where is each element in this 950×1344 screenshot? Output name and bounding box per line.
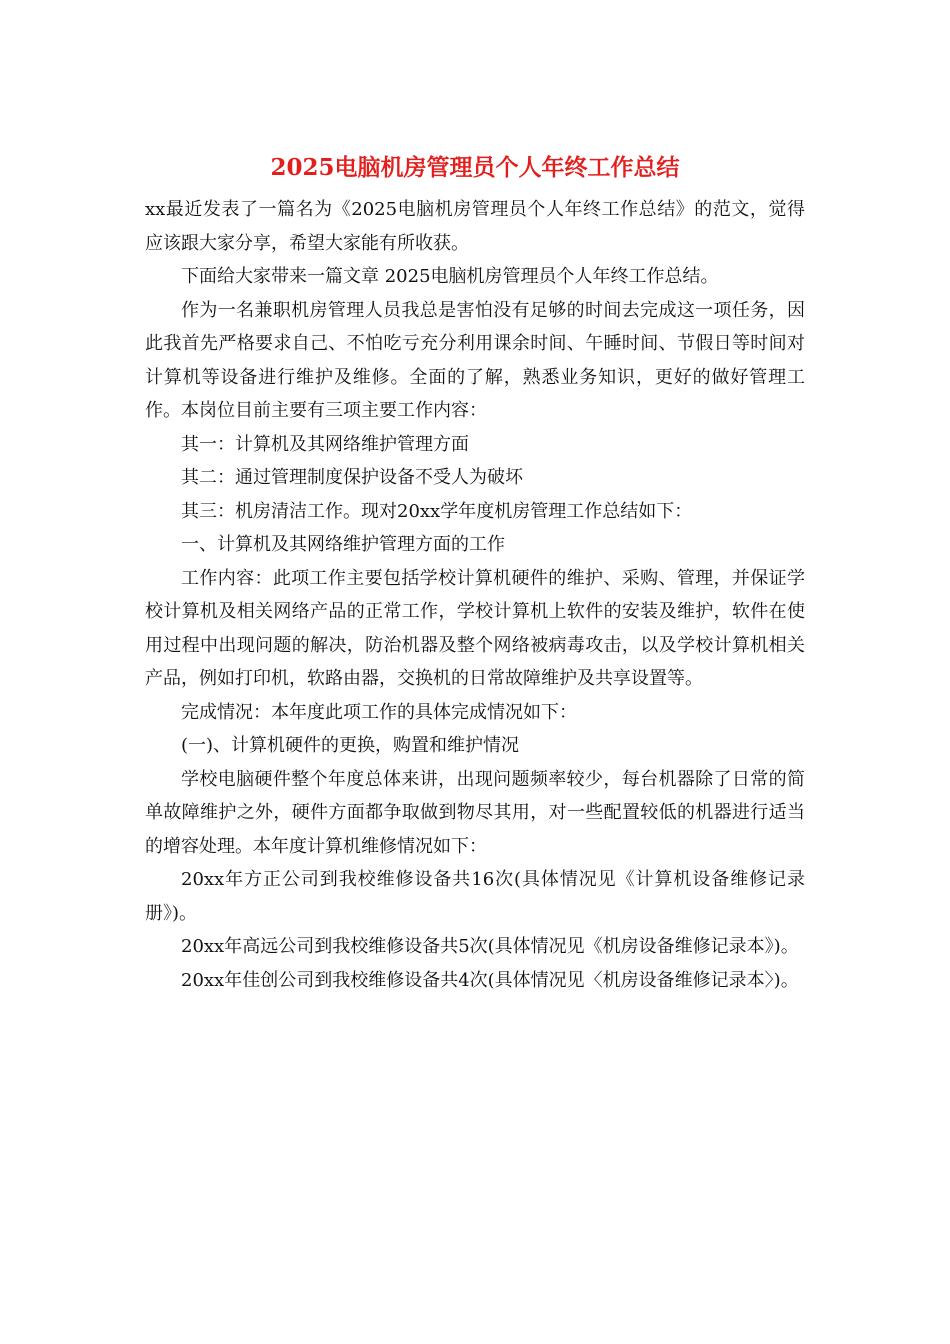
paragraph-12: 20xx年方正公司到我校维修设备共16次(具体情况见《计算机设备维修记录册》)。 [145, 869, 805, 924]
paragraph-7: 一、计算机及其网络维护管理方面的工作 [181, 534, 505, 555]
paragraph-2: 下面给大家带来一篇文章 2025电脑机房管理员个人年终工作总结。 [181, 266, 719, 287]
paragraph-6: 其三：机房清洁工作。现对20xx学年度机房管理工作总结如下： [181, 500, 693, 522]
paragraph-3: 作为一名兼职机房管理人员我总是害怕没有足够的时间去完成这一项任务，因此我首先严格要求自己、不怕吃亏充分利用课余时间、午睡时间、节假日等时间对计算机等设备进行维护及维修。全面的了解，熟悉业务知识，更好的做好管理工作。本岗位目前主要有三项主要工作内容： [145, 299, 805, 421]
paragraph-10: (一)、计算机硬件的更换，购置和维护情况 [181, 735, 520, 756]
paragraph-5: 其二：通过管理制度保护设备不受人为破坏 [181, 467, 523, 488]
paragraph-4: 其一：计算机及其网络维护管理方面 [181, 433, 469, 455]
paragraph-1: xx最近发表了一篇名为《2025电脑机房管理员个人年终工作总结》的范文，觉得应该跟大家分享，希望大家能有所收获。 [145, 199, 805, 254]
paragraph-8: 工作内容：此项工作主要包括学校计算机硬件的维护、采购、管理，并保证学校计算机及相关网络产品的正常工作，学校计算机上软件的安装及维护，软件在使用过程中出现问题的解决，防治机器及整个网络被病毒攻击，以及学校计算机相关产品，例如打印机，软路由器，交换机的日常故障维护及共享设置等。 [145, 567, 805, 689]
paragraph-14: 20xx年佳创公司到我校维修设备共4次(具体情况见〈机房设备维修记录本〉)。 [181, 969, 799, 991]
paragraph-11: 学校电脑硬件整个年度总体来讲，出现问题频率较少，每台机器除了日常的简单故障维护之外，硬件方面都争取做到物尽其用，对一些配置较低的机器进行适当的增容处理。本年度计算机维修情况如下： [145, 768, 805, 857]
document-body [145, 193, 805, 997]
document-title: 2025电脑机房管理员个人年终工作总结 [270, 154, 680, 181]
paragraph-13: 20xx年高远公司到我校维修设备共5次(具体情况见《机房设备维修记录本》)。 [181, 936, 799, 957]
paragraph-9: 完成情况：本年度此项工作的具体完成情况如下： [181, 701, 577, 723]
